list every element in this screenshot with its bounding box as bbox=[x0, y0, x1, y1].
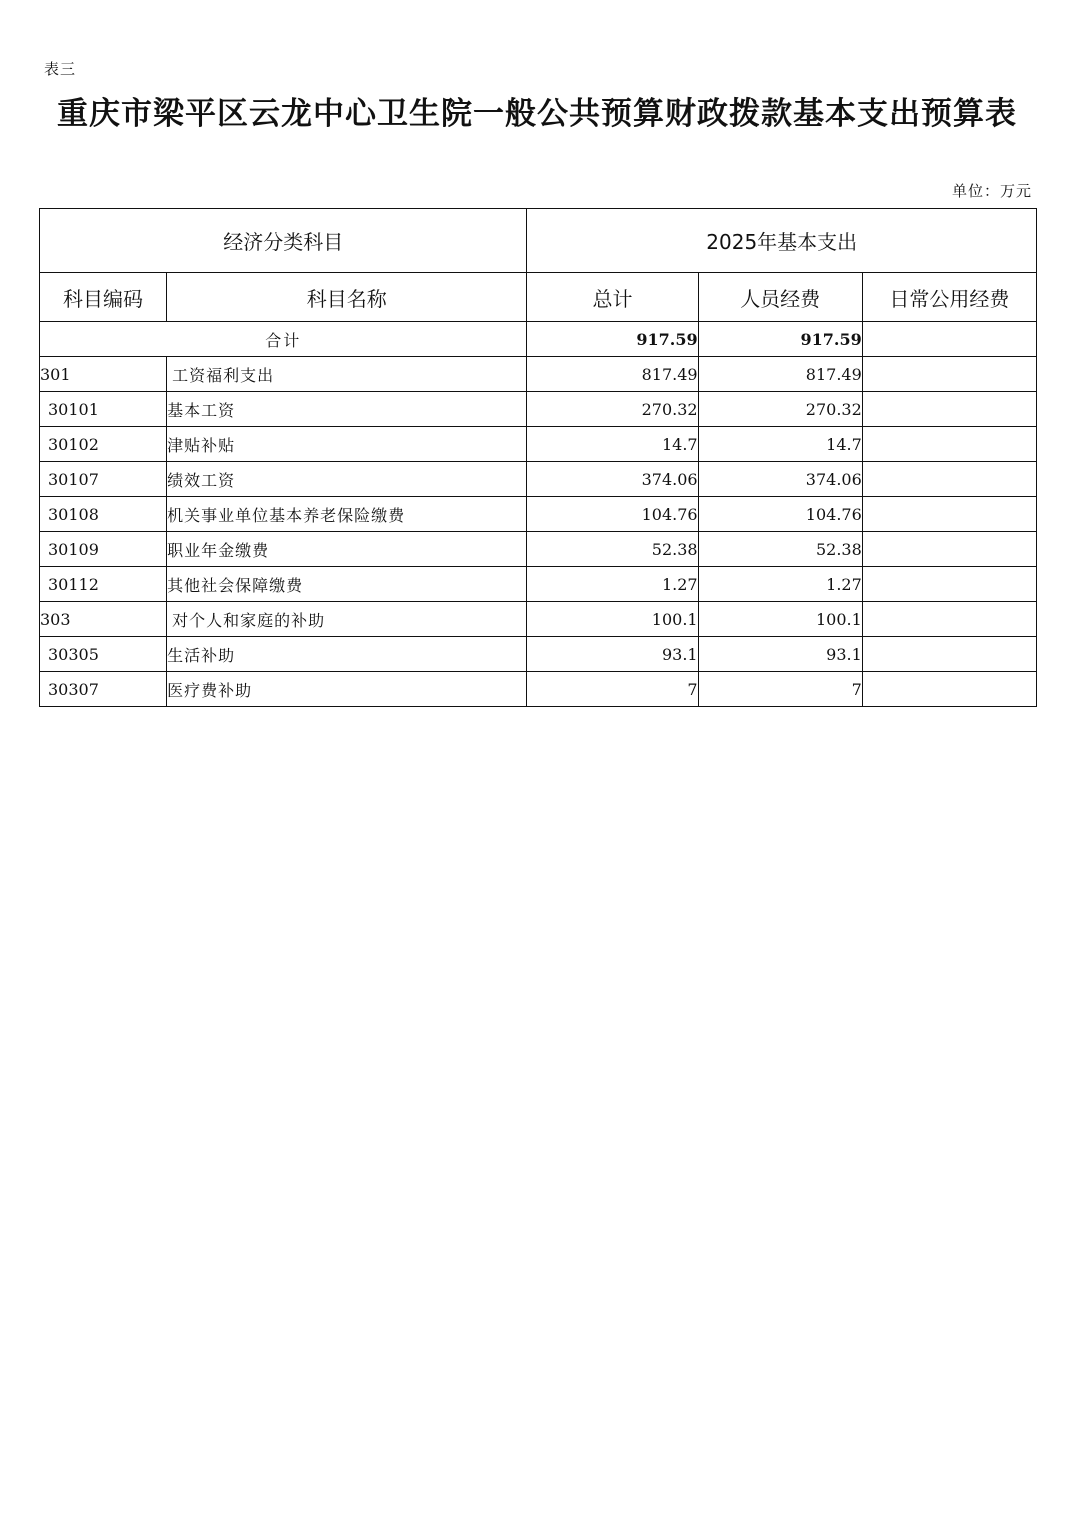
total-row bbox=[40, 322, 1037, 357]
row-personnel: 93.1 bbox=[698, 637, 862, 672]
column-header-code: 科目编码 bbox=[40, 273, 167, 322]
row-personnel: 7 bbox=[698, 672, 862, 707]
table-row bbox=[40, 392, 1037, 427]
row-public bbox=[862, 672, 1036, 707]
total-amount: 917.59 bbox=[527, 322, 698, 357]
row-total: 14.7 bbox=[527, 427, 698, 462]
row-personnel: 14.7 bbox=[698, 427, 862, 462]
economic-classification-header: 经济分类科目 bbox=[40, 209, 527, 273]
total-label: 合计 bbox=[40, 322, 527, 357]
row-code: 30107 bbox=[40, 462, 167, 497]
row-code: 30108 bbox=[40, 497, 167, 532]
row-personnel: 817.49 bbox=[698, 357, 862, 392]
row-name: 工资福利支出 bbox=[167, 357, 527, 392]
row-total: 7 bbox=[527, 672, 698, 707]
row-total: 817.49 bbox=[527, 357, 698, 392]
row-total: 93.1 bbox=[527, 637, 698, 672]
table-row bbox=[40, 462, 1037, 497]
column-header-personnel: 人员经费 bbox=[698, 273, 862, 322]
table-row bbox=[40, 672, 1037, 707]
row-name: 职业年金缴费 bbox=[167, 532, 527, 567]
row-code: 30112 bbox=[40, 567, 167, 602]
total-public bbox=[862, 322, 1036, 357]
column-header-row bbox=[40, 273, 1037, 322]
row-name: 绩效工资 bbox=[167, 462, 527, 497]
total-personnel: 917.59 bbox=[698, 322, 862, 357]
row-personnel: 1.27 bbox=[698, 567, 862, 602]
row-name: 机关事业单位基本养老保险缴费 bbox=[167, 497, 527, 532]
row-name: 津贴补贴 bbox=[167, 427, 527, 462]
row-public bbox=[862, 637, 1036, 672]
document-title: 重庆市梁平区云龙中心卫生院一般公共预算财政拨款基本支出预算表 bbox=[57, 96, 1017, 132]
row-total: 52.38 bbox=[527, 532, 698, 567]
row-personnel: 100.1 bbox=[698, 602, 862, 637]
row-public bbox=[862, 392, 1036, 427]
table-row bbox=[40, 602, 1037, 637]
group-header-row bbox=[40, 209, 1037, 273]
row-code: 303 bbox=[40, 602, 167, 637]
row-public bbox=[862, 357, 1036, 392]
row-personnel: 52.38 bbox=[698, 532, 862, 567]
table-row bbox=[40, 357, 1037, 392]
unit-label: 单位：万元 bbox=[951, 182, 1032, 200]
table-row bbox=[40, 532, 1037, 567]
row-name: 对个人和家庭的补助 bbox=[167, 602, 527, 637]
row-public bbox=[862, 602, 1036, 637]
row-personnel: 270.32 bbox=[698, 392, 862, 427]
table-number-label: 表三 bbox=[44, 60, 77, 78]
table-row bbox=[40, 427, 1037, 462]
row-code: 30101 bbox=[40, 392, 167, 427]
row-name: 生活补助 bbox=[167, 637, 527, 672]
row-public bbox=[862, 427, 1036, 462]
row-code: 30307 bbox=[40, 672, 167, 707]
column-header-name: 科目名称 bbox=[167, 273, 527, 322]
row-total: 374.06 bbox=[527, 462, 698, 497]
row-code: 301 bbox=[40, 357, 167, 392]
row-public bbox=[862, 567, 1036, 602]
row-total: 270.32 bbox=[527, 392, 698, 427]
table-row bbox=[40, 497, 1037, 532]
table-row bbox=[40, 567, 1037, 602]
budget-table bbox=[39, 208, 1037, 707]
row-public bbox=[862, 497, 1036, 532]
table-row bbox=[40, 637, 1037, 672]
row-total: 100.1 bbox=[527, 602, 698, 637]
row-total: 104.76 bbox=[527, 497, 698, 532]
basic-expenditure-header: 2025年基本支出 bbox=[527, 209, 1037, 273]
column-header-total: 总计 bbox=[527, 273, 698, 322]
row-name: 医疗费补助 bbox=[167, 672, 527, 707]
row-code: 30305 bbox=[40, 637, 167, 672]
row-name: 其他社会保障缴费 bbox=[167, 567, 527, 602]
row-name: 基本工资 bbox=[167, 392, 527, 427]
column-header-public: 日常公用经费 bbox=[862, 273, 1036, 322]
row-total: 1.27 bbox=[527, 567, 698, 602]
row-personnel: 104.76 bbox=[698, 497, 862, 532]
row-code: 30109 bbox=[40, 532, 167, 567]
row-public bbox=[862, 462, 1036, 497]
row-personnel: 374.06 bbox=[698, 462, 862, 497]
row-code: 30102 bbox=[40, 427, 167, 462]
row-public bbox=[862, 532, 1036, 567]
